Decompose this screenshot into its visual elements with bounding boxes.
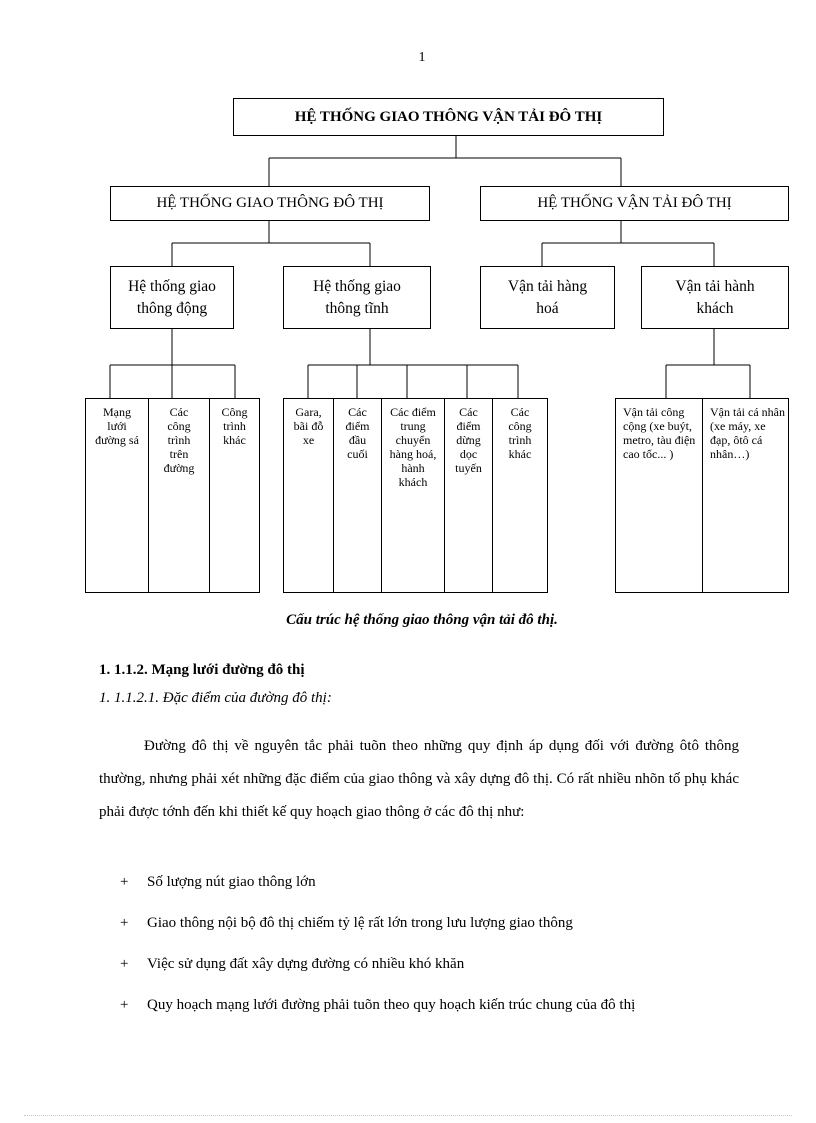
leaf-stops: Các điểm dừng dọc tuyến <box>445 399 493 592</box>
body-paragraph: Đường đô thị về nguyên tắc phải tuõn theo những quy định áp dụng đối với đường ôtô thông thường, nhưng phải xét những đặc điểm của giao thông và xây dựng đô thị. Có rất nhiều nhõn tố phụ khác phải được tớnh đến khi thiết kế quy hoạch giao thông ở các đô thị như: <box>99 738 739 820</box>
leaf-road-network: Mạng lưới đường sá <box>86 399 149 592</box>
diagram-root-box: HỆ THỐNG GIAO THÔNG VẬN TẢI ĐÔ THỊ <box>233 98 664 136</box>
bullet-list <box>120 866 739 1030</box>
leaf-other-works: Các công trình khác <box>508 405 532 461</box>
bullet-mark: + <box>120 997 129 1013</box>
leaf-other-structures: Công trình khác <box>221 405 248 447</box>
diagram-leaves-dynamic <box>85 398 260 593</box>
diagram-l3-static-box: Hệ thống giao thông tĩnh <box>283 266 431 329</box>
bullet-mark: + <box>120 874 129 890</box>
figure-caption: Cấu trúc hệ thống giao thông vận tải đô thị. <box>286 612 558 628</box>
leaf-road-structures: Các công trình trên đường <box>149 399 210 592</box>
leaf-private-transport: Vận tải cá nhân (xe máy, xe đạp, ôtô cá nhân…) <box>710 405 785 461</box>
leaf-terminals: Các điểm đầu cuối <box>334 399 382 592</box>
list-item <box>120 907 739 940</box>
list-item <box>120 948 739 981</box>
diagram-l2-transport-box: HỆ THỐNG VẬN TẢI ĐÔ THỊ <box>480 186 789 221</box>
list-item <box>120 866 739 899</box>
list-item-text: Số lượng nút giao thông lớn <box>147 874 316 890</box>
list-item <box>120 989 739 1022</box>
diagram-l2-traffic-box: HỆ THỐNG GIAO THÔNG ĐÔ THỊ <box>110 186 430 221</box>
diagram-l3-passenger-box: Vận tải hành khách <box>641 266 789 329</box>
list-item-text: Giao thông nội bộ đô thị chiếm tỷ lệ rất lớn trong lưu lượng giao thông <box>147 915 573 931</box>
leaf-garage-parking: Gara, bãi đỗ xe <box>284 399 334 592</box>
footer-divider <box>24 1115 792 1116</box>
diagram-leaves-static <box>283 398 548 593</box>
list-item-text: Quy hoạch mạng lưới đường phải tuõn theo quy hoạch kiến trúc chung của đô thị <box>147 997 636 1013</box>
leaf-public-transport: Vận tải công cộng (xe buýt, metro, tàu điện cao tốc... ) <box>616 399 703 592</box>
diagram-leaves-passenger <box>615 398 789 593</box>
leaf-transfer-points: Các điểm trung chuyển hàng hoá, hành khách <box>382 399 445 592</box>
section-heading: 1. 1.1.2. Mạng lưới đường đô thị <box>99 662 305 678</box>
subsection-heading: 1. 1.1.2.1. Đặc điểm của đường đô thị: <box>99 690 332 706</box>
diagram-l3-freight-box: Vận tải hàng hoá <box>480 266 615 329</box>
diagram-l3-dynamic-box: Hệ thống giao thông động <box>110 266 234 329</box>
bullet-mark: + <box>120 956 129 972</box>
page-number: 1 <box>418 50 426 65</box>
bullet-mark: + <box>120 915 129 931</box>
list-item-text: Việc sử dụng đất xây dựng đường có nhiều khó khăn <box>147 956 465 972</box>
